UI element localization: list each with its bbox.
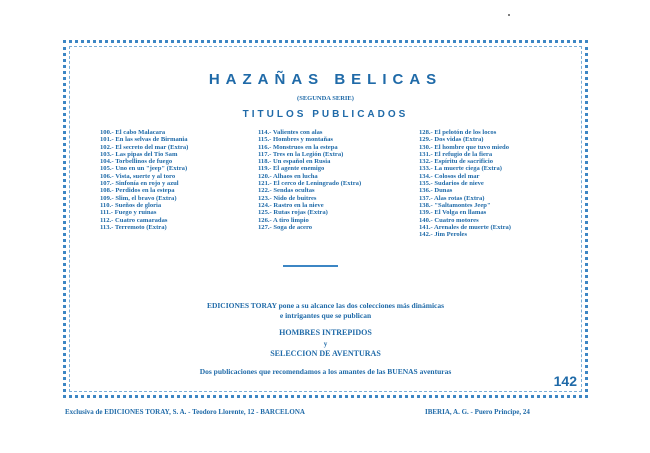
title-entry: 129.- Dos vidas (Extra) (419, 136, 484, 144)
title-entry: 139.- El Volga en llamas (419, 209, 487, 217)
title-entry: 107.- Sinfonía en rojo y azul (100, 180, 179, 188)
title-entry: 118.- Un español en Rusia (258, 158, 331, 166)
catalog-frame (63, 40, 588, 398)
title-entry: 112.- Cuatro camaradas (100, 216, 168, 224)
promo-conjunction: y (323, 340, 328, 348)
title-entry: 108.- Perdidos en la estepa (100, 187, 175, 195)
title-entry: 131.- El refugio de la fiera (419, 150, 493, 158)
title-entry: 101.- En las selvas de Birmania (100, 136, 188, 144)
title-entry: 109.- Slim, el bravo (Extra) (100, 194, 177, 202)
title-entry: 116.- Monstruos en la estepa (258, 143, 338, 151)
title-entry: 102.- El secreto del mar (Extra) (100, 143, 189, 151)
title-entry: 110.- Sueños de gloria (100, 201, 162, 209)
title-entry: 100.- El cabo Malacara (100, 129, 166, 136)
title-entry: 111.- Fuego y ruinas (100, 209, 157, 217)
title-entry: 142.- Jim Peroles (419, 231, 468, 239)
title-entry: 133.- La muerte ciega (Extra) (419, 165, 502, 173)
title-entry: 120.- Alhaos en lucha (258, 172, 318, 180)
title-entry: 114.- Valientes con alas (258, 129, 323, 136)
title-entry: 119.- El agente enemigo (258, 165, 325, 173)
title-entry: 121.- El cerco de Leningrado (Extra) (258, 180, 362, 188)
series-subtitle: (SEGUNDA SERIE) (297, 95, 354, 102)
title-entry: 104.- Torbellinos de fuego (100, 158, 173, 166)
title-entry: 117.- Tres en la Legión (Extra) (258, 150, 344, 158)
title-entry: 140.- Cuatro motores (419, 216, 479, 224)
promo-recommendation: Dos publicaciones que recomendamos a los amantes de las BUENAS aventuras (199, 367, 452, 376)
footer-publisher: Exclusiva de EDICIONES TORAY, S. A. - Teodoro Llorente, 12 - BARCELONA (65, 408, 305, 416)
promo-line-2: e intrigantes que se publican (279, 311, 372, 320)
promo-collection-2: SELECCION DE AVENTURAS (270, 349, 381, 358)
title-entry: 103.- Las pipas del Tio Sam (100, 150, 178, 158)
title-entry: 115.- Hombres y montañas (258, 136, 333, 144)
title-entry: 135.- Sudarios de nieve (419, 180, 484, 188)
section-divider (283, 265, 338, 267)
title-entry: 134.- Colosos del mar (419, 172, 480, 180)
titles-column-2 (258, 129, 361, 231)
titles-column-1 (100, 129, 188, 231)
published-heading: TITULOS PUBLICADOS (242, 109, 409, 120)
title-entry: 105.- Uno en un "jeep" (Extra) (100, 165, 188, 173)
page-number: 142 (553, 373, 577, 389)
title-entry: 132.- Espíritu de sacrificio (419, 158, 493, 166)
title-entry: 123.- Nido de buitres (258, 194, 317, 202)
page-title: HAZAÑAS BELICAS (208, 71, 443, 88)
titles-column-3 (419, 129, 511, 238)
title-entry: 106.- Vista, suerte y al toro (100, 172, 176, 180)
title-entry: 137.- Alas rotas (Extra) (419, 194, 485, 202)
promo-line-1: EDICIONES TORAY pone a su alcance las dos colecciones más dinámicas (206, 301, 445, 310)
footer-printer: IBERIA, A. G. - Puero Principe, 24 (425, 408, 530, 416)
title-entry: 141.- Arenales de muerte (Extra) (419, 223, 511, 231)
title-entry: 122.- Sendas ocultas (258, 187, 315, 195)
title-entry: 128.- El pelotón de los locos (419, 129, 497, 136)
promo-collection-1: HOMBRES INTREPIDOS (279, 328, 372, 337)
title-entry: 124.- Rastro en la nieve (258, 201, 324, 209)
title-entry: 125.- Rutas rojas (Extra) (258, 209, 328, 217)
print-speck (508, 14, 510, 16)
title-entry: 127.- Soga de acero (258, 223, 313, 231)
title-entry: 136.- Dunas (419, 187, 453, 195)
title-entry: 130.- El hombre que tuvo miedo (419, 143, 509, 151)
title-entry: 126.- A tiro limpio (258, 216, 309, 224)
title-entry: 113.- Terremoto (Extra) (100, 223, 167, 231)
title-entry: 138.- "Saltamontes Jeep" (419, 201, 491, 209)
